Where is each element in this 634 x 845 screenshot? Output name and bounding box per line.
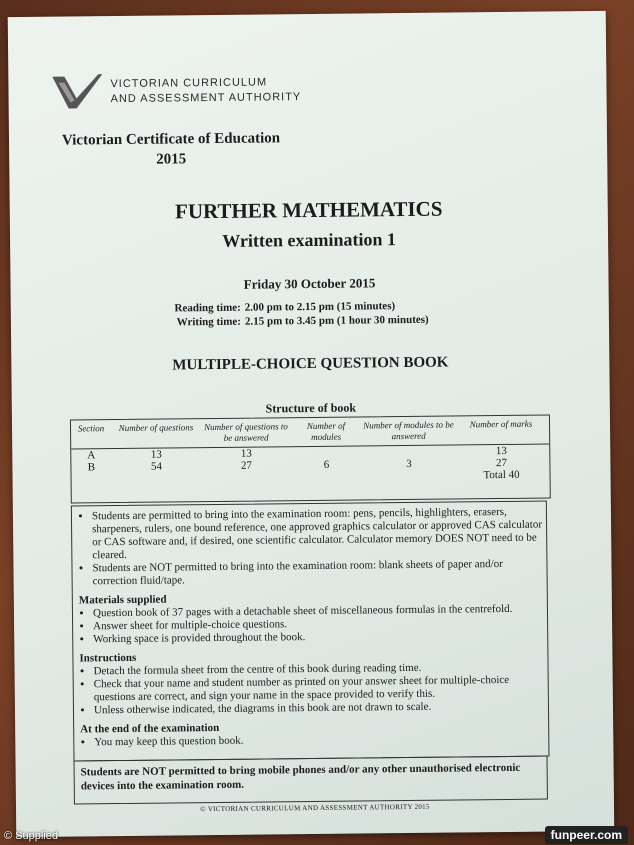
logo-line1: VICTORIAN CURRICULUM [110, 76, 268, 91]
logo-line2: AND ASSESSMENT AUTHORITY [110, 91, 302, 106]
cell [291, 446, 361, 459]
list-item: • You may keep this question book. [94, 732, 548, 750]
instructions-box [71, 501, 550, 762]
exam-date: Friday 30 October 2015 [243, 275, 376, 292]
book-type: MULTIPLE-CHOICE QUESTION BOOK [172, 354, 449, 374]
exam-times [171, 299, 429, 330]
list-item: • Question book of 37 pages with a detachable sheet of miscellaneous formulas in the centrefold. [93, 603, 547, 621]
writing-time-value: 2.15 pm to 3.45 pm (1 hour 30 minutes) [244, 313, 429, 328]
header-modules: Number of modules [306, 420, 346, 442]
cell: 3 [406, 457, 412, 471]
cell: 13 [150, 448, 162, 461]
vcaa-logo [50, 70, 301, 113]
total-marks: Total 40 [483, 468, 520, 482]
header-modules-answered: Number of modules to be answered [363, 419, 454, 442]
cell: 6 [323, 458, 330, 471]
structure-title: Structure of book [265, 400, 357, 416]
cell: 13 [495, 444, 507, 458]
list-item: • Unless otherwise indicated, the diagrams in this book are not drawn to scale. [94, 700, 548, 718]
instructions-heading: Instructions [79, 651, 137, 665]
list-item: • Students are permitted to bring into the examination room: pens, pencils, highlighters, erasers, sharpeners, rulers, one bound reference, one approved graphics calculator or approved CAS calculator or CAS software and, if desired, one scientific calculator. Calculator memory DOES NOT need to be cleared. [92, 506, 547, 563]
certificate-name: Victorian Certificate of Education [61, 130, 281, 149]
cell: 27 [240, 459, 252, 472]
cell: 54 [150, 460, 163, 473]
photo-credit: © Supplied [4, 830, 58, 842]
exam-cover-page [8, 11, 615, 837]
warning-box: Students are NOT permitted to bring mobile phones and/or any other unauthorised electronic devices into the examination room. [74, 756, 548, 805]
header-section: Section [77, 423, 105, 434]
writing-time-label: Writing time: [176, 315, 241, 329]
list-item: • Detach the formula sheet from the centre of this book during reading time. [94, 661, 548, 679]
end-heading: At the end of the examination [80, 721, 220, 736]
header-marks: Number of marks [469, 418, 533, 430]
structure-table [70, 414, 551, 503]
site-watermark: funpeer.com [545, 826, 628, 844]
exam-title: FURTHER MATHEMATICS [174, 196, 443, 224]
vcaa-check-icon [50, 72, 104, 113]
cell: 13 [240, 447, 252, 460]
materials-heading: Materials supplied [78, 593, 167, 607]
exam-subtitle: Written examination 1 [222, 229, 397, 251]
reading-time-value: 2.00 pm to 2.15 pm (15 minutes) [244, 300, 396, 314]
certificate-year: 2015 [156, 151, 187, 168]
copyright: © VICTORIAN CURRICULUM AND ASSESSMENT AUTHORITY 2015 [200, 802, 430, 814]
cell: 27 [495, 456, 507, 470]
cell: A [87, 449, 96, 462]
list-item: • Answer sheet for multiple-choice questions. [93, 616, 547, 634]
cell [361, 445, 456, 458]
list-item: • Check that your name and student number as printed on your answer sheet for multiple-choice questions are correct, and sign your name in the space provided to verify this. [94, 674, 548, 705]
list-item: • Students are NOT permitted to bring into the examination room: blank sheets of paper and/or correction fluid/tape. [92, 558, 546, 589]
list-item: • Working space is provided throughout the book. [93, 629, 547, 647]
cell: B [87, 461, 96, 474]
reading-time-label: Reading time: [174, 301, 241, 315]
header-questions: Number of questions [118, 422, 194, 434]
header-questions-answered: Number of questions to be answered [204, 421, 288, 443]
